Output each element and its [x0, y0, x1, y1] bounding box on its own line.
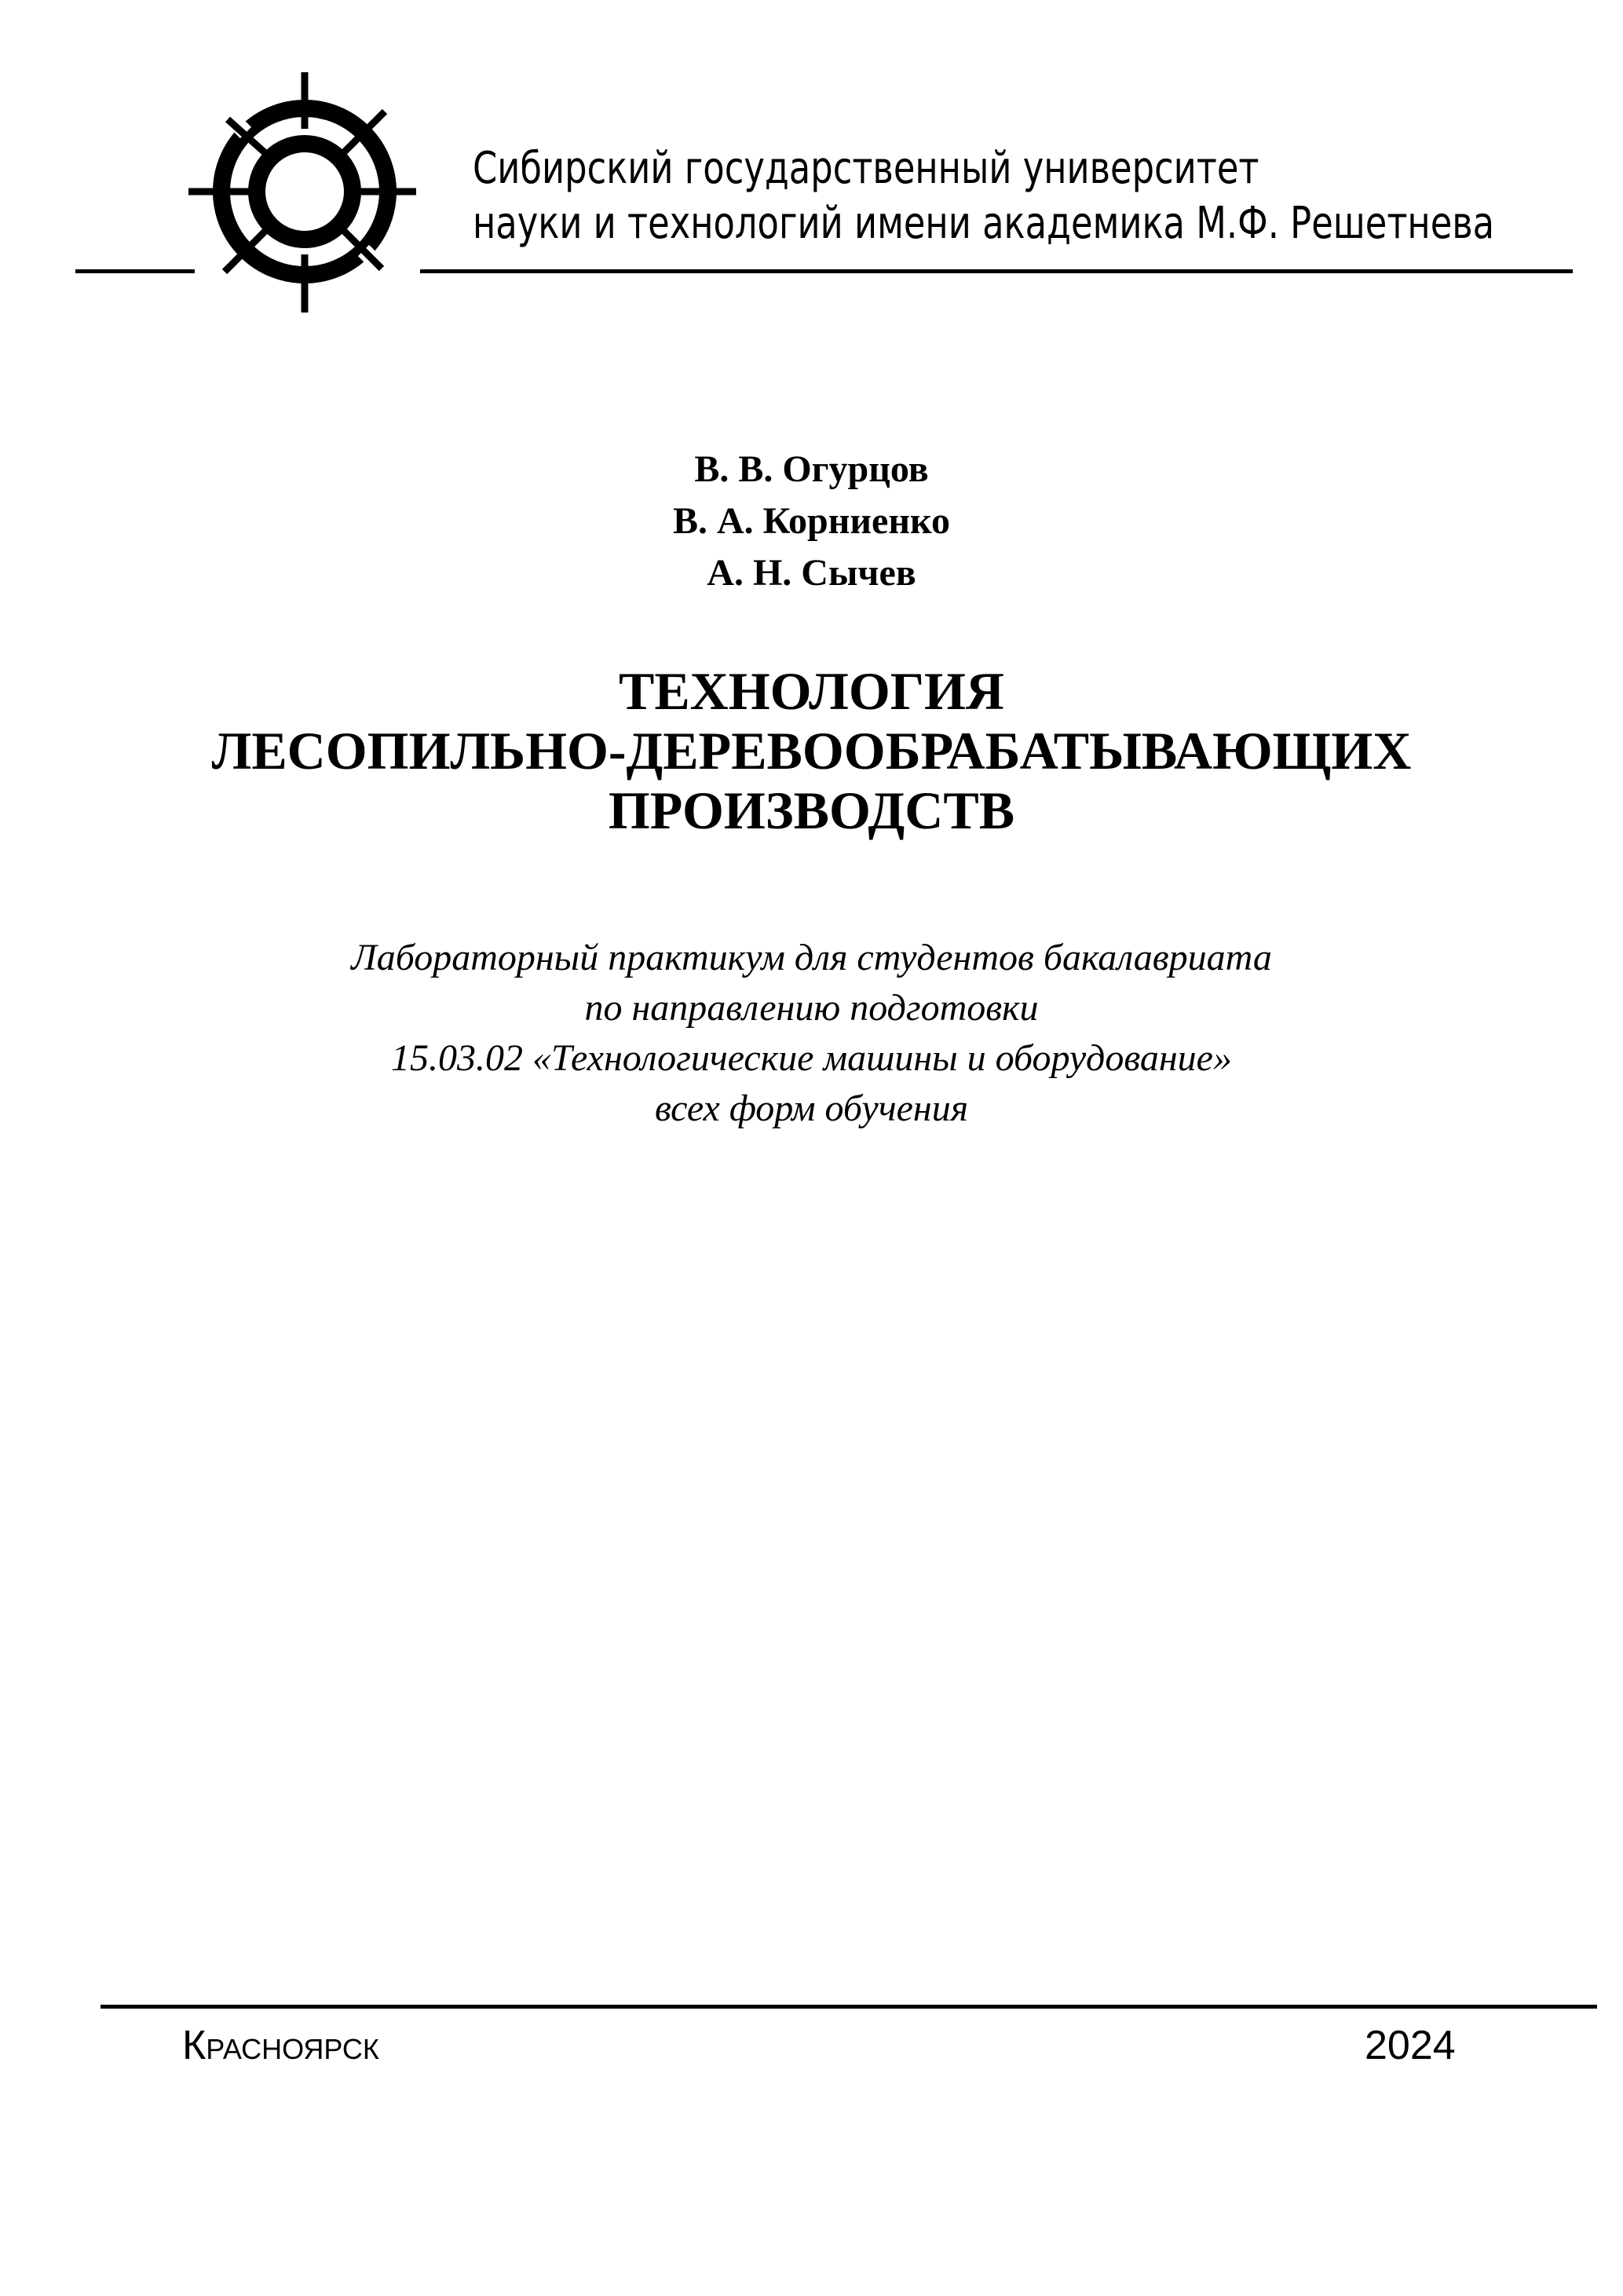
book-title-line-2: ЛЕСОПИЛЬНО-ДЕРЕВООБРАБАТЫВАЮЩИХ	[211, 721, 1412, 781]
university-name-line-2: науки и технологий имени академика М.Ф. Решетнева	[473, 198, 1495, 249]
university-logo	[181, 72, 416, 316]
book-subtitle	[0, 933, 1623, 1134]
footer-rule	[101, 2005, 1597, 2009]
author-2: В. А. Корниенко	[672, 500, 951, 542]
book-title-line-1: ТЕХНОЛОГИЯ	[618, 661, 1005, 721]
author-1: В. В. Огурцов	[694, 448, 929, 490]
header-rule-left	[75, 269, 195, 273]
subtitle-line-3: 15.03.02 «Технологические машины и оборудование»	[391, 1037, 1232, 1079]
authors	[0, 444, 1623, 599]
subtitle-line-2: по направлению подготовки	[584, 987, 1039, 1029]
author-3: А. Н. Сычев	[707, 552, 916, 594]
publication-city: Красноярск	[182, 2023, 379, 2068]
subtitle-line-1: Лабораторный практикум для студентов бакалавриата	[351, 937, 1272, 978]
publication-year: 2024	[1365, 2023, 1456, 2068]
university-name-line-1: Сибирский государственный университет	[473, 143, 1259, 194]
book-title-line-3: ПРОИЗВОДСТВ	[608, 781, 1015, 840]
book-title	[0, 661, 1623, 840]
header-rule-right	[420, 269, 1573, 273]
subtitle-line-4: всех форм обучения	[654, 1088, 969, 1129]
university-name	[473, 141, 1494, 251]
